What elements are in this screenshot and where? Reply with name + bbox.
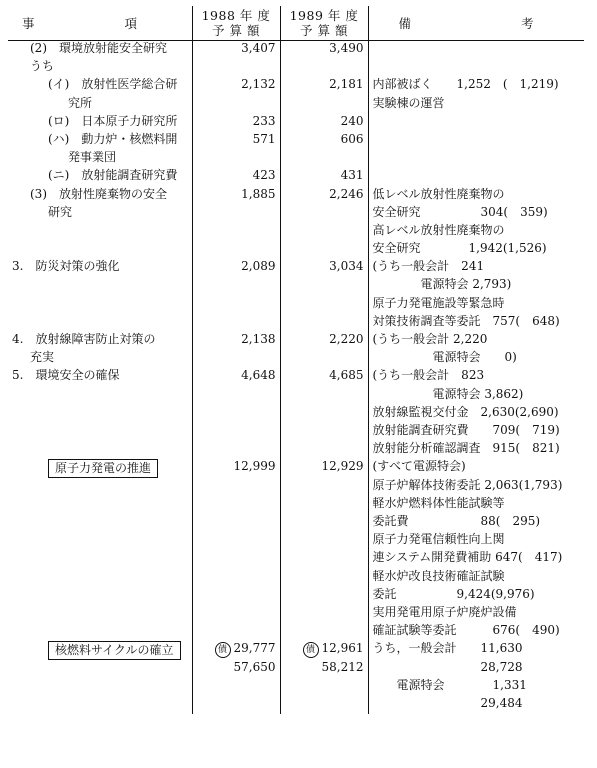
table-row: [8, 59, 584, 77]
row-item: [8, 496, 192, 514]
table-row: [8, 605, 584, 623]
row-item: [8, 96, 192, 114]
value-1988: 2,138: [241, 332, 276, 346]
header-1989: [280, 6, 368, 41]
row-1988-value: [192, 150, 280, 168]
row-1988-value: [192, 459, 280, 477]
row-1988-value: [192, 423, 280, 441]
row-remarks: [368, 587, 584, 605]
row-1989-value: [280, 368, 368, 386]
table-row: [8, 187, 584, 205]
remarks-text: 高レベル放射性廃棄物の: [372, 222, 505, 237]
row-item: [8, 459, 192, 477]
row-item: [8, 314, 192, 332]
remarks-text: 放射線監視交付金 2,630(2,690): [372, 404, 559, 419]
row-remarks: [368, 223, 584, 241]
row-remarks: [368, 132, 584, 150]
value-1989: 4,685: [329, 368, 364, 383]
row-item: [8, 660, 192, 678]
row-item: [8, 478, 192, 496]
remarks-text: 確証試験等委託 676( 490): [372, 623, 560, 638]
table-row: [8, 259, 584, 277]
remarks-text: 電源特会 3,862): [372, 386, 524, 401]
row-item: [8, 387, 192, 405]
row-1989-value: [280, 150, 368, 168]
value-1988: 571: [252, 131, 276, 146]
value-1989: 2,181: [329, 77, 364, 92]
remarks-text: 委託費 88( 295): [372, 514, 541, 529]
row-1988-value: [192, 678, 280, 696]
row-1989-value: [280, 405, 368, 423]
header-1988-year: 1988 年 度: [201, 8, 271, 23]
table-row: [8, 205, 584, 223]
table-row: [8, 132, 584, 150]
row-remarks: [368, 368, 584, 386]
remarks-text: 放射能調査研究費 709( 719): [372, 422, 560, 437]
value-1989: 12,929: [321, 459, 364, 474]
table-row: [8, 550, 584, 568]
row-1988-value: [192, 587, 280, 605]
row-1988-value: [192, 405, 280, 423]
row-item: [8, 605, 192, 623]
row-1988-value: [192, 514, 280, 532]
row-1988-value: [192, 550, 280, 568]
row-1988-value: [192, 314, 280, 332]
row-1989-value: [280, 241, 368, 259]
row-item: [8, 368, 192, 386]
header-row: [8, 6, 584, 41]
value-1988: 2,132: [241, 77, 276, 92]
header-remarks-b: 考: [521, 15, 534, 31]
row-item-label: (ロ) 日本原子力研究所: [48, 113, 178, 128]
row-1989-value: [280, 114, 368, 132]
table-row: [8, 387, 584, 405]
value-1988: 1,885: [241, 186, 276, 201]
table-row: [8, 623, 584, 641]
row-item: [8, 59, 192, 77]
header-1989-label: 予 算 額: [300, 23, 348, 38]
row-item: [8, 114, 192, 132]
row-remarks: [368, 314, 584, 332]
remarks-text: 内部被ばく 1,252 ( 1,219): [372, 77, 559, 92]
value-1988: 12,999: [233, 459, 276, 474]
row-remarks: [368, 150, 584, 168]
table-row: [8, 496, 584, 514]
table-row: [8, 368, 584, 386]
remarks-text: 安全研究 1,942(1,526): [372, 241, 547, 256]
row-item-label: 3. 防災対策の強化: [12, 259, 120, 274]
row-1989-value: [280, 678, 368, 696]
table-row: [8, 441, 584, 459]
row-1989-value: [280, 550, 368, 568]
row-item-label: (イ) 放射性医学総合研: [48, 77, 178, 92]
row-1988-value: [192, 387, 280, 405]
row-1989-value: [280, 314, 368, 332]
row-item: [8, 569, 192, 587]
table-row: [8, 241, 584, 259]
row-item: [8, 259, 192, 277]
row-item: [8, 168, 192, 186]
value-1989: 606: [340, 131, 364, 146]
row-remarks: [368, 59, 584, 77]
table-row: [8, 41, 584, 60]
row-remarks: [368, 114, 584, 132]
row-1988-value: [192, 41, 280, 60]
value-1989: 2,246: [329, 186, 364, 201]
row-item: [8, 405, 192, 423]
row-remarks: [368, 168, 584, 186]
value-1989: 12,961: [321, 641, 364, 656]
row-item: [8, 514, 192, 532]
remarks-text: 安全研究 304( 359): [372, 204, 548, 219]
row-remarks: [368, 405, 584, 423]
table-row: [8, 405, 584, 423]
table-row: [8, 423, 584, 441]
table-row: [8, 587, 584, 605]
row-item: [8, 132, 192, 150]
value-1988: 57,650: [233, 659, 276, 674]
value-1989: 240: [340, 113, 364, 128]
row-remarks: [368, 241, 584, 259]
row-item: [8, 296, 192, 314]
row-item: [8, 41, 192, 60]
row-item-label: 究所: [68, 95, 93, 110]
row-1988-value: [192, 241, 280, 259]
row-remarks: [368, 77, 584, 95]
bond-marker-icon: 債: [215, 642, 231, 658]
row-remarks: [368, 96, 584, 114]
bond-marker-icon: 債: [303, 642, 319, 658]
row-item-label: (ニ) 放射能調査研究費: [48, 168, 178, 183]
table-row: [8, 532, 584, 550]
row-item-label: (3) 放射性廃棄物の安全: [30, 186, 167, 201]
row-1989-value: [280, 605, 368, 623]
remarks-text: 電源特会 0): [372, 350, 517, 365]
header-remarks: [368, 6, 584, 41]
row-item-label: 5. 環境安全の確保: [12, 368, 120, 383]
value-1988: 3,407: [241, 41, 276, 55]
row-1989-value: [280, 623, 368, 641]
row-1989-value: [280, 478, 368, 496]
row-item: [8, 350, 192, 368]
row-1989-value: [280, 41, 368, 60]
remarks-text: (うち一般会計 241: [372, 259, 485, 274]
row-1989-value: [280, 459, 368, 477]
row-remarks: [368, 623, 584, 641]
row-1988-value: [192, 496, 280, 514]
table-row: [8, 514, 584, 532]
table-row: [8, 660, 584, 678]
value-1989: 2,220: [329, 332, 364, 346]
row-item-label: (2) 環境放射能安全研究: [30, 41, 167, 55]
remarks-text: 電源特会 2,793): [372, 277, 512, 292]
remarks-text: 低レベル放射性廃棄物の: [372, 186, 505, 201]
row-item: [8, 187, 192, 205]
row-1989-value: [280, 223, 368, 241]
row-1988-value: [192, 77, 280, 95]
row-item: [8, 641, 192, 659]
header-1989-year: 1989 年 度: [289, 8, 359, 23]
remarks-text: うち，一般会計 11,630: [372, 641, 523, 656]
row-item-label: 4. 放射線障害防止対策の: [12, 332, 156, 346]
row-1988-value: [192, 296, 280, 314]
remarks-text: 29,484: [372, 696, 523, 711]
remarks-text: 原子力発電施設等緊急時: [372, 295, 505, 310]
row-1989-value: [280, 696, 368, 714]
row-1989-value: [280, 59, 368, 77]
remarks-text: 実用発電用原子炉廃炉設備: [372, 605, 517, 620]
row-remarks: [368, 205, 584, 223]
value-1989: 431: [340, 168, 364, 183]
remarks-text: 軽水炉燃料体性能試験等: [372, 495, 505, 510]
table-row: [8, 168, 584, 186]
row-remarks: [368, 605, 584, 623]
row-remarks: [368, 387, 584, 405]
header-1988-label: 予 算 額: [212, 23, 260, 38]
boxed-section-label: 核燃料サイクルの確立: [48, 641, 181, 659]
remarks-text: 原子炉解体技術委託 2,063(1,793): [372, 477, 563, 492]
row-remarks: [368, 678, 584, 696]
row-remarks: [368, 478, 584, 496]
row-1989-value: [280, 496, 368, 514]
table-row: [8, 332, 584, 350]
row-remarks: [368, 696, 584, 714]
row-remarks: [368, 277, 584, 295]
table-row: [8, 478, 584, 496]
table-row: [8, 641, 584, 659]
row-item: [8, 441, 192, 459]
row-1988-value: [192, 569, 280, 587]
row-1989-value: [280, 587, 368, 605]
row-1989-value: [280, 132, 368, 150]
value-1988: 2,089: [241, 259, 276, 274]
row-item: [8, 277, 192, 295]
row-1988-value: [192, 259, 280, 277]
value-1988: 423: [252, 168, 276, 183]
row-item: [8, 623, 192, 641]
row-1989-value: [280, 387, 368, 405]
remarks-text: 電源特会 1,331: [372, 677, 527, 692]
value-1988: 233: [252, 113, 276, 128]
remarks-text: (うち一般会計 823: [372, 368, 485, 383]
row-item: [8, 532, 192, 550]
remarks-text: 委託 9,424(9,976): [372, 586, 535, 601]
row-1989-value: [280, 96, 368, 114]
table-row: [8, 96, 584, 114]
row-remarks: [368, 296, 584, 314]
table-row: [8, 223, 584, 241]
row-remarks: [368, 41, 584, 60]
header-item-a: 事: [22, 15, 35, 31]
table-row: [8, 314, 584, 332]
row-remarks: [368, 660, 584, 678]
row-remarks: [368, 514, 584, 532]
remarks-text: 対策技術調査等委託 757( 648): [372, 313, 560, 328]
table-row: [8, 77, 584, 95]
row-1988-value: [192, 368, 280, 386]
row-1988-value: [192, 187, 280, 205]
row-1989-value: [280, 187, 368, 205]
row-item-label: 充実: [30, 350, 55, 365]
row-1988-value: [192, 532, 280, 550]
row-1989-value: [280, 296, 368, 314]
row-item: [8, 223, 192, 241]
row-remarks: [368, 459, 584, 477]
row-1988-value: [192, 332, 280, 350]
row-remarks: [368, 423, 584, 441]
row-1989-value: [280, 205, 368, 223]
boxed-section-label: 原子力発電の推進: [48, 459, 158, 477]
value-1989: 58,212: [321, 659, 364, 674]
table-row: [8, 296, 584, 314]
row-1989-value: [280, 77, 368, 95]
row-1988-value: [192, 441, 280, 459]
row-1988-value: [192, 114, 280, 132]
row-1989-value: [280, 350, 368, 368]
row-1989-value: [280, 660, 368, 678]
row-remarks: [368, 259, 584, 277]
row-1989-value: [280, 168, 368, 186]
row-remarks: [368, 641, 584, 659]
value-1988: 4,648: [241, 368, 276, 383]
row-1989-value: [280, 259, 368, 277]
row-remarks: [368, 550, 584, 568]
value-1988: 29,777: [233, 641, 276, 656]
row-item: [8, 696, 192, 714]
table-body: [8, 41, 584, 715]
row-item: [8, 332, 192, 350]
table-row: [8, 459, 584, 477]
header-item: [8, 6, 192, 41]
row-item: [8, 77, 192, 95]
row-remarks: [368, 496, 584, 514]
header-remarks-a: 備: [398, 15, 412, 31]
row-1988-value: [192, 277, 280, 295]
remarks-text: 実験棟の運営: [372, 95, 445, 110]
table-row: [8, 350, 584, 368]
row-item: [8, 150, 192, 168]
row-remarks: [368, 350, 584, 368]
table-row: [8, 277, 584, 295]
row-remarks: [368, 569, 584, 587]
row-1989-value: [280, 532, 368, 550]
remarks-text: 軽水炉改良技術確証試験: [372, 568, 505, 583]
value-1989: 3,490: [329, 41, 364, 55]
row-item-label: 発事業団: [68, 150, 117, 165]
row-1988-value: [192, 223, 280, 241]
row-1989-value: [280, 423, 368, 441]
row-remarks: [368, 187, 584, 205]
row-item: [8, 678, 192, 696]
header-item-b: 項: [124, 15, 138, 31]
table-row: [8, 150, 584, 168]
remarks-text: (うち一般会計 2,220: [372, 332, 488, 346]
row-1989-value: [280, 514, 368, 532]
row-1989-value: [280, 441, 368, 459]
row-item-label: (ハ) 動力炉・核燃料開: [48, 131, 178, 146]
row-remarks: [368, 441, 584, 459]
row-item-label: うち: [30, 59, 55, 74]
row-1989-value: [280, 569, 368, 587]
remarks-text: 放射能分析確認調査 915( 821): [372, 441, 560, 456]
row-remarks: [368, 332, 584, 350]
table-row: [8, 678, 584, 696]
remarks-text: 28,728: [372, 659, 523, 674]
row-1988-value: [192, 660, 280, 678]
row-item-label: 研究: [48, 204, 73, 219]
row-1989-value: [280, 277, 368, 295]
row-1988-value: [192, 350, 280, 368]
row-item: [8, 205, 192, 223]
row-1988-value: [192, 59, 280, 77]
row-remarks: [368, 532, 584, 550]
row-1988-value: [192, 605, 280, 623]
row-item: [8, 423, 192, 441]
row-1988-value: [192, 478, 280, 496]
row-1988-value: [192, 641, 280, 659]
row-item: [8, 241, 192, 259]
header-1988: [192, 6, 280, 41]
remarks-text: (すべて電源特会): [372, 459, 466, 474]
remarks-text: 原子力発電信頼性向上関: [372, 532, 505, 547]
row-1988-value: [192, 205, 280, 223]
remarks-text: 連システム開発費補助 647( 417): [372, 550, 563, 565]
value-1989: 3,034: [329, 259, 364, 274]
budget-table: [8, 6, 584, 714]
table-row: [8, 569, 584, 587]
row-1989-value: [280, 332, 368, 350]
row-1988-value: [192, 168, 280, 186]
table-row: [8, 696, 584, 714]
row-item: [8, 587, 192, 605]
row-1989-value: [280, 641, 368, 659]
row-item: [8, 550, 192, 568]
row-1988-value: [192, 132, 280, 150]
table-row: [8, 114, 584, 132]
row-1988-value: [192, 623, 280, 641]
row-1988-value: [192, 96, 280, 114]
row-1988-value: [192, 696, 280, 714]
